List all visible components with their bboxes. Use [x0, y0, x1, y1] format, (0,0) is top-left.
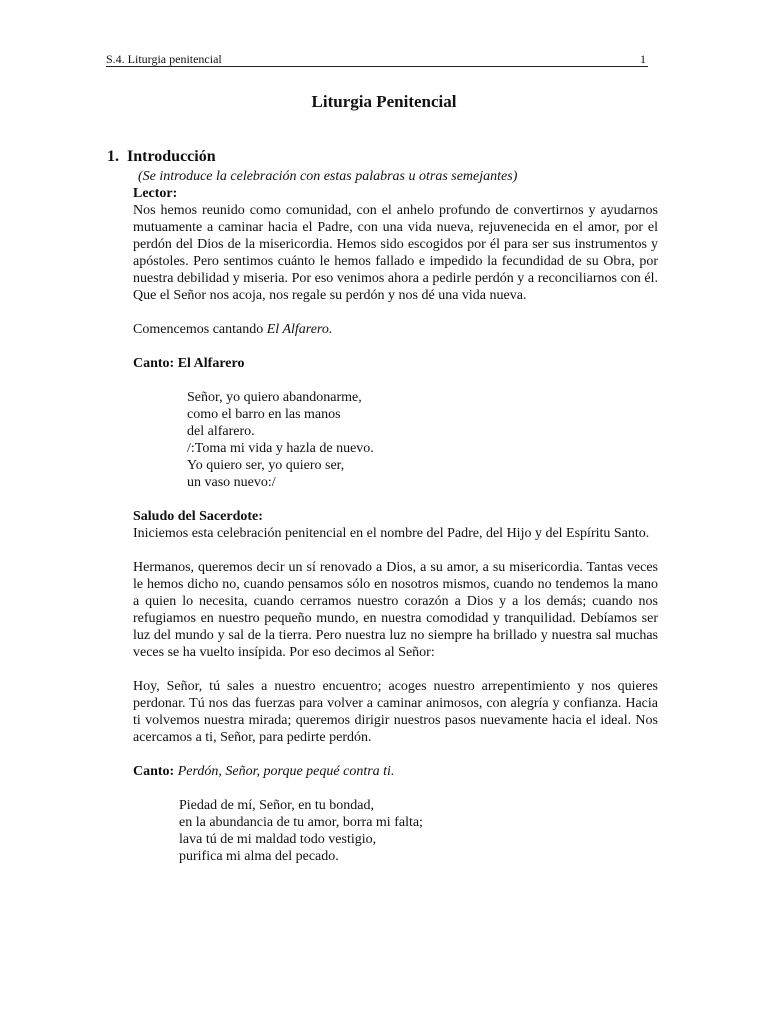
lyric-line: purifica mi alma del pecado.	[179, 849, 339, 864]
canto2-lyrics	[133, 797, 658, 865]
hoy-paragraph: Hoy, Señor, tú sales a nuestro encuentro; acoges nuestro arrepentimiento y nos quieres perdonar. Tú nos das fuerzas para volver a caminar animosos, con alegría y confianza. Hacia ti volvemos nuestra mirada; queremos dirigir nuestros pasos nuevamente hacia el ideal. Nos acercamos a ti, Señor, para pedirte perdón.	[133, 679, 658, 745]
comencemos-line	[133, 321, 658, 338]
page-header	[106, 52, 648, 67]
lector-label: Lector:	[133, 186, 178, 201]
document-body	[133, 148, 658, 865]
canto1-lyrics	[133, 389, 658, 491]
canto1-label: Canto: El Alfarero	[133, 356, 245, 371]
header-title: S.4. Liturgia penitencial	[106, 52, 222, 66]
lyric-line: lava tú de mi maldad todo vestigio,	[179, 832, 377, 847]
lyric-line: /:Toma mi vida y hazla de nuevo.	[187, 441, 374, 456]
document-title: Liturgia Penitencial	[311, 92, 457, 111]
canto2-label: Canto:	[133, 764, 175, 779]
canto2-title: Perdón, Señor, porque pequé contra ti.	[177, 764, 395, 779]
lyric-line: Señor, yo quiero abandonarme,	[187, 390, 362, 405]
hermanos-paragraph: Hermanos, queremos decir un sí renovado a Dios, a su amor, a su misericordia. Tantas veces le hemos dicho no, cuando pensamos sólo en nosotros mismos, cuando no tendemos la mano a quien lo necesita, cuando cerramos nuestro corazón a Dios y a los demás; cuando nos refugiamos en nuestro pequeño mundo, en nuestra comodidad y tranquilidad. Debíamos ser luz del mundo y sal de la tierra. Pero nuestra luz no siempre ha brillado y nuestra sal muchas veces se ha vuelto insípida. Por eso decimos al Señor:	[133, 560, 658, 660]
lyric-line: Piedad de mí, Señor, en tu bondad,	[179, 798, 375, 813]
intro-note: (Se introduce la celebración con estas palabras u otras semejantes)	[138, 169, 518, 184]
comencemos-song: El Alfarero.	[266, 322, 333, 337]
lyric-line: Yo quiero ser, yo quiero ser,	[187, 458, 345, 473]
saludo-paragraph: Iniciemos esta celebración penitencial en el nombre del Padre, del Hijo y del Espíritu Santo.	[133, 526, 650, 541]
page-number: 1	[640, 52, 646, 66]
lyric-line: del alfarero.	[187, 424, 255, 439]
lyric-line: en la abundancia de tu amor, borra mi falta;	[179, 815, 423, 830]
saludo-label: Saludo del Sacerdote:	[133, 509, 263, 524]
canto2-heading	[133, 763, 658, 780]
lyric-line: un vaso nuevo:/	[187, 475, 276, 490]
lector-paragraph: Nos hemos reunido como comunidad, con el anhelo profundo de convertirnos y ayudarnos mutuamente a caminar hacia el Padre, con una vida nueva, rejuvenecida en el amor, por el perdón del Dios de la misericordia. Hemos sido escogidos por él para ser sus instrumentos y apóstoles. Pero sentimos cuánto le hemos fallado e impedido la fecundidad de su Obra, por nuestra debilidad y miseria. Por eso venimos ahora a pedirle perdón y a reconciliarnos con él. Que el Señor nos acoja, nos regale su perdón y nos dé una vida nueva.	[133, 203, 658, 303]
comencemos-prefix: Comencemos cantando	[133, 322, 267, 337]
lyric-line: como el barro en las manos	[187, 407, 341, 422]
section-title: Introducción	[127, 148, 216, 165]
section-number: 1.	[107, 148, 119, 165]
